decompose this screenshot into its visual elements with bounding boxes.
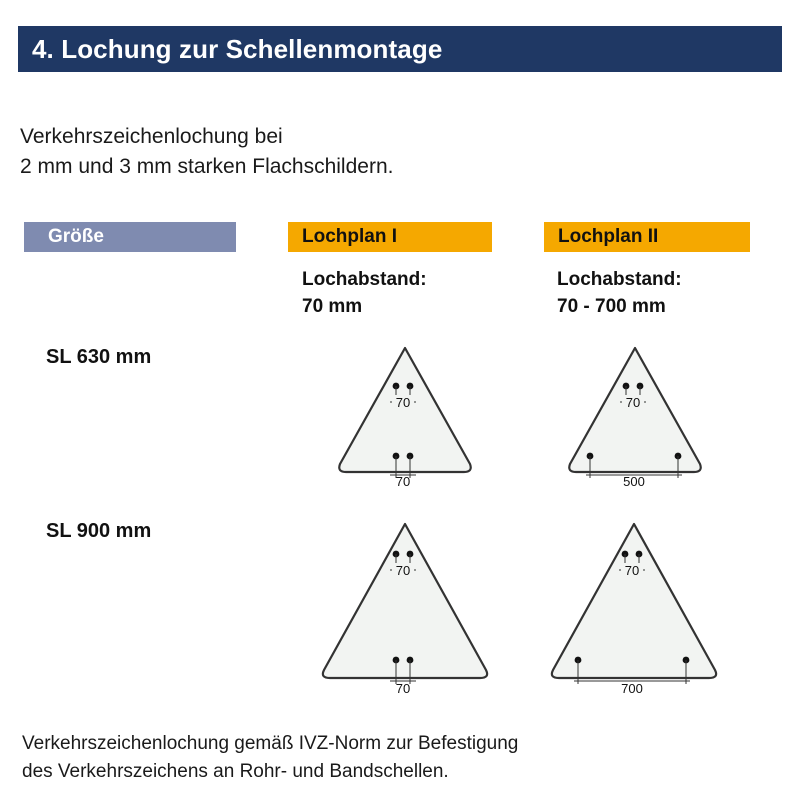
- subheader-lochplan-1: [302, 266, 427, 320]
- dim-bottom-label: 500: [623, 474, 645, 486]
- column-header-lochplan-1: Lochplan I: [288, 222, 492, 252]
- dim-top-label: 70: [625, 395, 641, 410]
- row-label-sl-900: SL 900 mm: [46, 520, 152, 542]
- intro-text: [20, 122, 393, 182]
- footer-line-1: Verkehrszeichenlochung gemäß IVZ-Norm zur Befestigung: [22, 733, 519, 754]
- triangle-sign-icon: [550, 336, 720, 486]
- dim-bottom-label: 70: [395, 681, 411, 694]
- subheader-lochplan-1-line-1: Lochabstand:: [302, 269, 427, 290]
- diagram-sl630-lochplan-1: [330, 336, 480, 491]
- triangle-sign-icon: [534, 512, 734, 694]
- row-label-sl-630: SL 630 mm: [46, 346, 152, 368]
- column-header-lochplan-2: Lochplan II: [544, 222, 750, 252]
- section-title-bar: [18, 26, 782, 72]
- subheader-lochplan-2-line-2: 70 - 700 mm: [557, 296, 666, 317]
- column-header-size: Größe: [24, 222, 236, 252]
- diagram-sl900-lochplan-1: [314, 512, 496, 699]
- subheader-lochplan-2: [557, 266, 682, 320]
- dim-top-label: 70: [395, 395, 411, 410]
- diagram-sl630-lochplan-2: [550, 336, 720, 491]
- diagram-sl900-lochplan-2: [534, 512, 734, 699]
- intro-line-2: 2 mm und 3 mm starken Flachschildern.: [20, 155, 394, 178]
- intro-line-1: Verkehrszeichenlochung bei: [20, 125, 283, 148]
- dim-top-label: 70: [395, 563, 411, 578]
- dim-bottom-label: 700: [621, 681, 643, 694]
- triangle-sign-icon: [330, 336, 480, 486]
- footer-line-2: des Verkehrszeichens an Rohr- und Bandschellen.: [22, 761, 449, 782]
- dim-bottom-label: 70: [395, 474, 411, 486]
- page-title: 4. Lochung zur Schellenmontage: [32, 33, 443, 64]
- footer-note: [22, 730, 518, 786]
- triangle-sign-icon: [314, 512, 496, 694]
- dim-top-label: 70: [624, 563, 640, 578]
- subheader-lochplan-1-line-2: 70 mm: [302, 296, 363, 317]
- subheader-lochplan-2-line-1: Lochabstand:: [557, 269, 682, 290]
